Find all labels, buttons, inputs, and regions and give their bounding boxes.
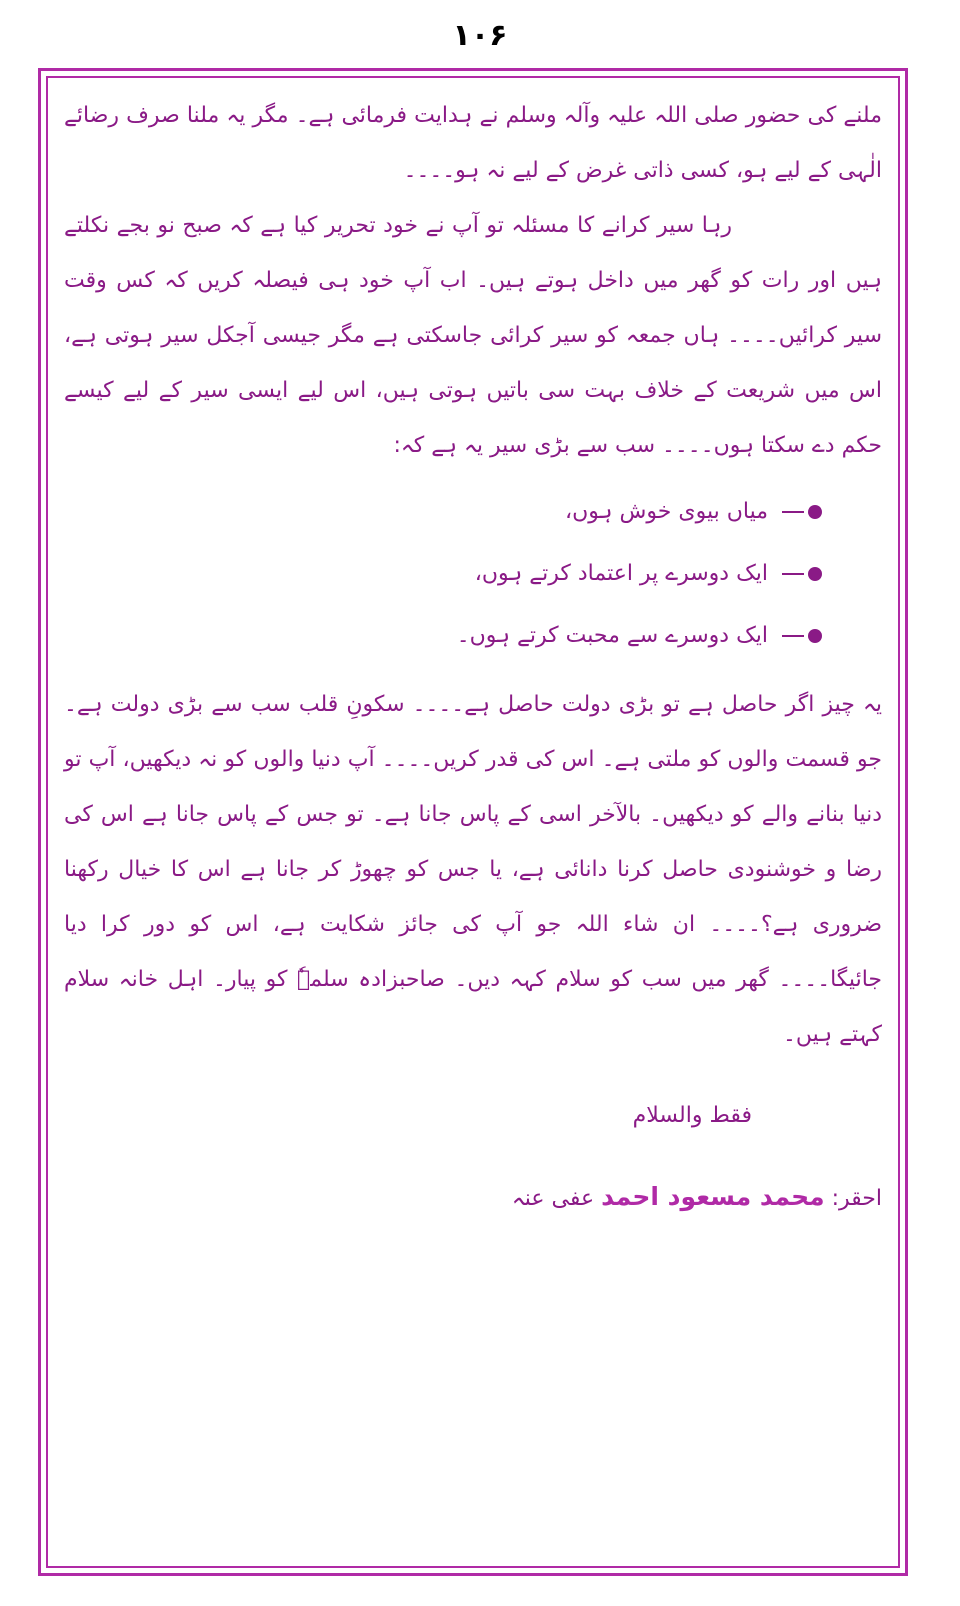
list-item-text: ایک دوسرے پر اعتماد کرتے ہوں، [474, 561, 768, 586]
letter-body [64, 88, 882, 1558]
bullet-dot-icon [808, 567, 822, 581]
bullet-list [64, 481, 882, 667]
list-item [64, 543, 822, 605]
list-item [64, 605, 822, 667]
paragraph-2: رہا سیر کرانے کا مسئلہ تو آپ نے خود تحریر کیا ہے کہ صبح نو بجے نکلتے ہیں اور رات کو گھر میں داخل ہوتے ہیں۔ اب آپ خود ہی فیصلہ کریں کہ کس وقت سیر کرائیں۔۔۔۔ ہاں جمعہ کو سیر کرائی جاسکتی ہے مگر جیسی آجکل سیر ہوتی ہے، اس میں شریعت کے خلاف بہت سی باتیں ہوتی ہیں، اس لیے ایسی سیر کے لیے کیسے حکم دے سکتا ہوں۔۔۔۔ سب سے بڑی سیر یہ ہے کہ: [64, 213, 882, 458]
bullet-dot-icon [808, 505, 822, 519]
signature-name: محمد مسعود احمد [601, 1182, 825, 1211]
signature-prefix: احقر: [831, 1186, 882, 1211]
list-item-text: ایک دوسرے سے محبت کرتے ہوں۔ [456, 623, 768, 648]
list-item [64, 481, 822, 543]
dash-icon [782, 635, 804, 637]
paragraph-3: یہ چیز اگر حاصل ہے تو بڑی دولت حاصل ہے۔۔۔۔ سکونِ قلب سب سے بڑی دولت ہے۔ جو قسمت والوں کو ملتی ہے۔ اس کی قدر کریں۔۔۔۔ آپ دنیا والوں کو نہ دیکھیں، آپ تو دنیا بنانے والے کو دیکھیں۔ بالآخر اسی کے پاس جانا ہے۔ تو جس کے پاس جانا ہے اس کی رضا و خوشنودی حاصل کرنا دانائی ہے، یا جس کو چھوڑ کر جانا ہے اس کا خیال رکھنا ضروری ہے؟۔۔۔۔ ان شاء اللہ جو آپ کی جائز شکایت ہے، اس کو دور کرا دیا جائیگا۔۔۔۔ گھر میں سب کو سلام کہہ دیں۔ صاحبزادہ سلمہٗ کو پیار۔ اہل خانہ سلام کہتے ہیں۔ [64, 692, 882, 1047]
paragraph-1: ملنے کی حضور صلی اللہ علیہ وآلہ وسلم نے ہدایت فرمائی ہے۔ مگر یہ ملنا صرف رضائے الٰہی کے لیے ہو، کسی ذاتی غرض کے لیے نہ ہو۔۔۔۔ [64, 103, 882, 183]
dash-icon [782, 573, 804, 575]
closing-salutation: فقط والسلام [632, 1103, 752, 1128]
signature-suffix: عفی عنہ [511, 1186, 595, 1211]
page-number: ۱۰۶ [452, 18, 508, 53]
signature-line [64, 1169, 882, 1226]
list-item-text: میاں بیوی خوش ہوں، [565, 499, 768, 524]
dash-icon [782, 511, 804, 513]
bullet-dot-icon [808, 629, 822, 643]
